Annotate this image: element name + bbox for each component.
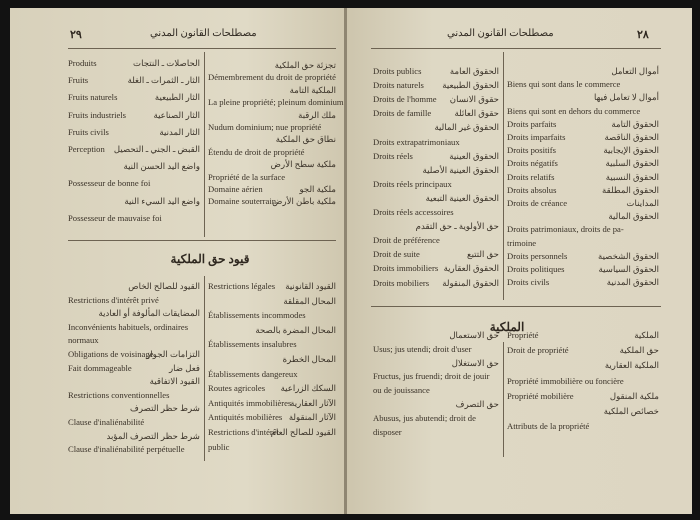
french-term: Droits imparfaits xyxy=(507,132,566,142)
arabic-term: القيود للصالح العام xyxy=(270,427,336,437)
french-term: Droits de famille xyxy=(373,108,432,119)
arabic-term: الآثار المنقولة xyxy=(288,412,336,423)
arabic-term: ملكية المنقول xyxy=(609,390,659,401)
arabic-term: شرط حظر التصرف xyxy=(130,403,200,414)
french-term: normaux xyxy=(68,335,99,346)
right-page-number: ٢٨ xyxy=(637,29,649,41)
arabic-term: الحقوق الشخصية xyxy=(597,250,659,261)
french-term: Propriété de la surface xyxy=(208,171,286,182)
arabic-term: المحال المضرة بالصحة xyxy=(255,324,336,335)
french-term: Établissements incommodes xyxy=(208,310,306,321)
french-term: Fructus, jus fruendi; droit de jouir xyxy=(373,371,490,382)
arabic-term: حق التصرف xyxy=(455,399,499,409)
arabic-term: الحقوق النسبية xyxy=(605,171,659,182)
arabic-term: الحقوق التامة xyxy=(611,118,659,129)
french-term: trimoine xyxy=(507,237,537,248)
arabic-term: فعل ضار xyxy=(169,362,200,373)
french-term: Droits réels accessoires xyxy=(373,207,454,217)
arabic-term: الحقوق غير المالية xyxy=(434,122,499,133)
right-header-rule xyxy=(371,48,661,49)
arabic-term: الثار المدنية xyxy=(159,126,200,137)
french-term: Droits positifs xyxy=(507,145,556,156)
left-header-rule xyxy=(68,48,336,49)
french-term: Abusus, jus abutendi; droit de xyxy=(373,412,476,423)
left-page xyxy=(10,8,346,514)
arabic-term: المحال الخطرة xyxy=(282,354,336,364)
arabic-term: الحقوق الناقصة xyxy=(604,132,659,142)
french-term: Routes agricoles xyxy=(208,383,266,394)
french-term: Droits absolus xyxy=(507,184,557,195)
arabic-term: الحقوق المطلقة xyxy=(602,184,659,195)
french-term: Droits réels xyxy=(373,150,413,161)
right-page-header: مصطلحات القانون المدني xyxy=(447,28,554,39)
arabic-term: ملكية الجو xyxy=(299,184,336,194)
right-page xyxy=(347,8,692,514)
french-term: Restrictions conventionnelles xyxy=(68,389,170,400)
french-term: Droits personnels xyxy=(507,250,568,261)
french-term: Droits extrapatrimoniaux xyxy=(373,136,460,147)
french-term: Produits xyxy=(68,58,97,68)
french-term: Établissements insalubres xyxy=(208,339,297,350)
french-term: La pleine propriété; pleinum dominium xyxy=(208,97,344,108)
arabic-term: حق التتبع xyxy=(467,249,499,260)
arabic-term: الحقوق الطبيعية xyxy=(442,80,499,91)
french-term: Droits négatifs xyxy=(507,158,558,169)
french-term: Droits de créance xyxy=(507,198,568,208)
french-term: Droits de l'homme xyxy=(373,94,437,105)
french-term: Obligations de voisinage xyxy=(68,349,154,359)
french-term: Usus; jus utendi; droit d'user xyxy=(373,343,472,354)
arabic-term: الملكية التامة xyxy=(289,84,336,95)
french-term: Biens qui sont en dehors du commerce xyxy=(507,105,641,116)
arabic-term: الملكية العقارية xyxy=(604,360,659,371)
french-term: Restrictions d'intérêt privé xyxy=(68,294,159,305)
arabic-term: واضع اليد الحسن النية xyxy=(123,161,200,172)
french-term: Restrictions légales xyxy=(208,281,276,291)
french-term: Droit de suite xyxy=(373,249,420,260)
french-term: Droits civils xyxy=(507,277,550,288)
arabic-term: الحقوق العقارية xyxy=(443,263,499,274)
french-term: Domaine aérien xyxy=(208,184,263,194)
arabic-term: السكك الزراعية xyxy=(280,383,336,394)
arabic-term: المداينات xyxy=(626,198,659,208)
french-term: Propriété xyxy=(507,330,539,340)
right-section-rule xyxy=(371,306,661,307)
arabic-term: الحقوق الإيجابية xyxy=(603,145,659,156)
left-top-column-divider xyxy=(204,52,205,237)
arabic-term: ملكية سطح الأرض xyxy=(270,159,336,170)
arabic-term: الحقوق العينية الأصلية xyxy=(422,164,499,175)
arabic-term: الحقوق السياسية xyxy=(598,264,659,274)
arabic-term: الثار الطبيعية xyxy=(154,92,200,103)
french-term: public xyxy=(208,441,230,452)
french-term: Droits politiques xyxy=(507,264,565,274)
french-term: Fruits industriels xyxy=(68,109,127,120)
arabic-term: أموال التعامل xyxy=(611,66,659,76)
french-term: Biens qui sont dans le commerce xyxy=(507,79,621,90)
french-term: Fait dommageable xyxy=(68,362,132,373)
arabic-term: شرط حظر التصرف المؤبد xyxy=(106,430,200,441)
arabic-term: الحاصلات ـ النتجات xyxy=(133,58,200,68)
french-term: Possesseur de mauvaise foi xyxy=(68,212,162,223)
arabic-term: الحقوق العينية التبعية xyxy=(425,192,499,203)
french-term: Attributs de la propriété xyxy=(507,421,590,432)
french-term: Étendu de droit de propriété xyxy=(208,146,305,157)
arabic-term: الآثار العقارية xyxy=(290,397,336,408)
arabic-term: القيود للصالح الخاص xyxy=(128,281,200,291)
arabic-term: واضع اليد السيء النية xyxy=(124,195,200,206)
arabic-term: حق الأولوية ـ حق التقدم xyxy=(415,221,499,232)
french-term: Droits réels principaux xyxy=(373,178,452,189)
french-term: Droits parfaits xyxy=(507,118,557,129)
french-term: Droits relatifs xyxy=(507,171,555,182)
right-section-title: الملكية xyxy=(489,320,525,334)
arabic-term: المحال المقلقة xyxy=(283,295,336,306)
arabic-term: نطاق حق الملكية xyxy=(275,134,336,145)
french-term: Nudum dominium; nue propriété xyxy=(208,122,322,132)
french-term: Droit de propriété xyxy=(507,345,569,356)
french-term: Droits mobiliers xyxy=(373,277,430,288)
left-bottom-column-divider xyxy=(204,276,205,461)
arabic-term: الثار الصناعية xyxy=(153,109,200,120)
french-term: Inconvénients habituels, ordinaires xyxy=(68,321,189,332)
arabic-term: الحقوق المدنية xyxy=(606,277,659,288)
left-section-title: قيود حق الملكية xyxy=(170,252,250,266)
arabic-term: حقوق الانسان xyxy=(449,94,499,105)
arabic-term: حق الملكية xyxy=(619,345,659,356)
french-term: Propriété immobilière ou foncière xyxy=(507,375,624,386)
arabic-term: تجزئة حق الملكية xyxy=(274,60,336,70)
arabic-term: الحقوق العامة xyxy=(449,66,499,76)
french-term: Fruits civils xyxy=(68,126,109,137)
french-term: Droits patrimoniaux, droits de pa- xyxy=(507,224,624,235)
open-book xyxy=(10,8,692,514)
french-term: Antiquités mobilières xyxy=(208,412,283,423)
arabic-term: القيود الاتفاقية xyxy=(149,376,200,387)
arabic-term: الحقوق المنقولة xyxy=(442,277,499,288)
french-term: Restrictions d'intérêt xyxy=(208,427,279,437)
arabic-term: الحقوق المالية xyxy=(608,211,659,222)
left-page-number: ٢٩ xyxy=(70,29,82,41)
french-term: Antiquités immobilières xyxy=(208,397,292,408)
arabic-term: خصائص الملكية xyxy=(603,406,659,416)
french-term: Possesseur de bonne foi xyxy=(68,178,151,189)
left-section-rule xyxy=(68,240,336,241)
right-top-column-divider xyxy=(503,52,504,300)
french-term: Droits immobiliers xyxy=(373,263,439,274)
french-term: Domaine souterrain xyxy=(208,196,277,207)
right-bottom-column-divider xyxy=(503,342,504,457)
arabic-term: القبض ـ الجني ـ التحصيل xyxy=(113,144,200,154)
arabic-term: الحقوق العينية xyxy=(449,150,499,161)
arabic-term: حق الاستغلال xyxy=(451,357,499,368)
arabic-term: القيود القانونية xyxy=(285,281,336,291)
french-term: Fruits naturels xyxy=(68,92,118,103)
arabic-term: ملكية باطن الأرض xyxy=(272,196,336,207)
arabic-term: الملكية xyxy=(634,330,659,340)
french-term: Fruits xyxy=(68,75,89,86)
arabic-term: الحقوق السلبية xyxy=(605,158,659,169)
arabic-term: المضايقات المألوفة أو العادية xyxy=(98,308,200,319)
french-term: Établissements dangereux xyxy=(208,368,298,379)
french-term: Perception xyxy=(68,144,105,154)
french-term: Droit de préférence xyxy=(373,235,440,246)
french-term: Clause d'inaliénabilité xyxy=(68,417,145,427)
french-term: disposer xyxy=(373,426,402,437)
french-term: Droits publics xyxy=(373,66,422,76)
arabic-term: حقوق العائلة xyxy=(454,108,499,119)
french-term: Démembrement du droit de propriété xyxy=(208,72,336,83)
arabic-term: التزامات الجوار xyxy=(146,349,200,359)
arabic-term: ملك الرقبة xyxy=(298,109,336,120)
arabic-term: الثار ـ الثمرات ـ الغلة xyxy=(127,75,200,86)
left-page-header: مصطلحات القانون المدني xyxy=(150,28,257,39)
french-term: ou de jouissance xyxy=(373,385,430,396)
arabic-term: أموال لا تعامل فيها xyxy=(594,92,659,103)
arabic-term: حق الاستعمال xyxy=(449,330,499,340)
french-term: Clause d'inaliénabilité perpétuelle xyxy=(68,444,185,455)
french-term: Propriété mobilière xyxy=(507,390,574,401)
french-term: Droits naturels xyxy=(373,80,424,91)
